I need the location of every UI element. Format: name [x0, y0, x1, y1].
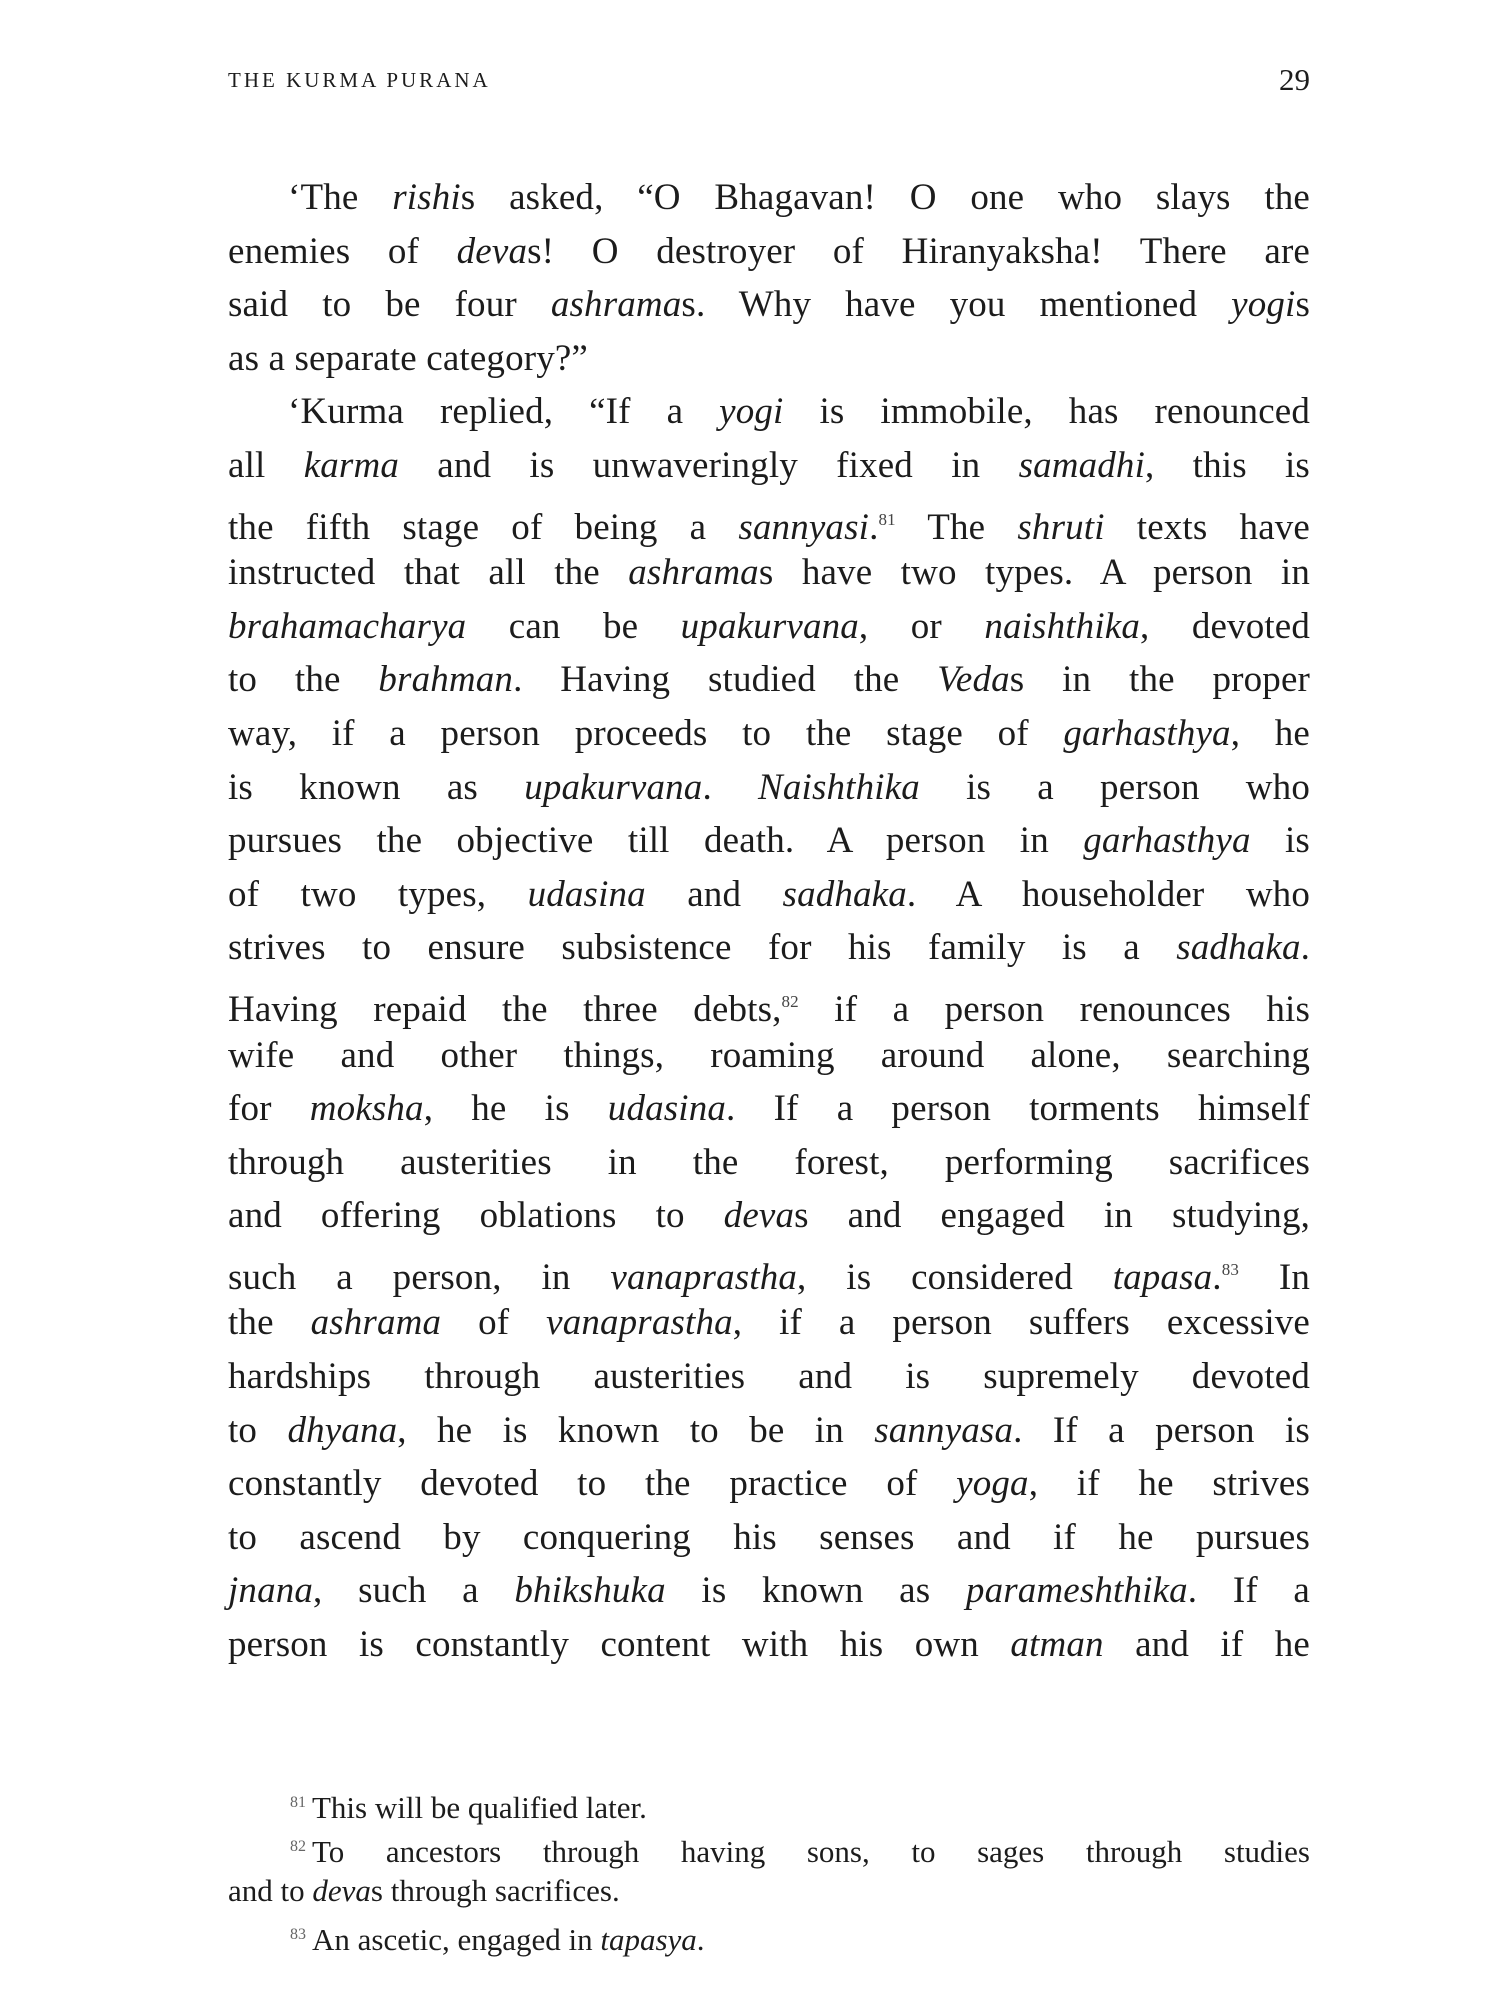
footnote-mark: 81 — [290, 1794, 306, 1811]
running-head — [228, 62, 1310, 108]
footnote-ref: 81 — [878, 509, 896, 529]
text-line: way, if a person proceeds to the stage of garhasthya, he — [228, 712, 1310, 754]
footnote-83: $^{83}$ An ascetic, engaged in tapasya. — [290, 1922, 705, 1957]
text-line: pursues the objective till death. A person in garhasthya is — [228, 820, 1310, 862]
text-line: ‘The rishis asked, “O Bhagavan! O one who slays the — [288, 177, 1310, 218]
text-line: hardships through austerities and is supremely devoted — [228, 1356, 1310, 1398]
footnote-mark: 82 — [290, 1838, 306, 1855]
text-line: Having repaid the three debts,$^{82}$ if a person renounces his — [228, 988, 1310, 1030]
text-line: the ashrama of vanaprastha, if a person suffers excessive — [228, 1302, 1310, 1344]
text-line: person is constantly content with his own atman and if he — [228, 1624, 1310, 1666]
text-line: to ascend by conquering his senses and if he pursues — [228, 1516, 1310, 1558]
text-line: the fifth stage of being a sannyasi.$^{81}$ The shruti texts have — [228, 506, 1310, 548]
footnotes — [228, 1781, 1310, 1957]
text-line: such a person, in vanaprastha, is considered tapasa.$^{83}$ In — [228, 1256, 1310, 1298]
text-line: instructed that all the ashramas have two types. A person in — [228, 552, 1310, 594]
footnote-ref: 82 — [781, 991, 799, 1011]
footnote-81: $^{81}$ This will be qualified later. — [290, 1790, 647, 1825]
text-line: through austerities in the forest, performing sacrifices — [228, 1141, 1310, 1183]
text-line: wife and other things, roaming around alone, searching — [228, 1034, 1310, 1076]
footnote-82: $^{82}$ To ancestors through having sons, to sages through studies — [290, 1834, 1310, 1869]
text-line: constantly devoted to the practice of yoga, if he strives — [228, 1463, 1310, 1505]
footnote-ref: 83 — [1221, 1259, 1240, 1279]
footnote-mark: 83 — [290, 1926, 306, 1943]
text-line: and offering oblations to devas and engaged in studying, — [228, 1195, 1310, 1237]
running-title: THE KURMA PURANA — [228, 68, 491, 92]
text-line: to dhyana, he is known to be in sannyasa. If a person is — [228, 1409, 1310, 1451]
text-line: strives to ensure subsistence for his family is a sadhaka. — [228, 927, 1310, 969]
text-line: jnana, such a bhikshuka is known as parameshthika. If a — [228, 1570, 1311, 1612]
text-line: is known as upakurvana. Naishthika is a person who — [228, 766, 1310, 808]
text-line: for moksha, he is udasina. If a person torments himself — [228, 1088, 1310, 1130]
text-line: as a separate category?” — [228, 337, 588, 379]
text-line: said to be four ashramas. Why have you mentioned yogis — [228, 284, 1310, 326]
text-line: of two types, udasina and sadhaka. A householder who — [228, 873, 1310, 915]
text-line: brahamacharya can be upakurvana, or naishthika, devoted — [228, 605, 1310, 647]
text-line: to the brahman. Having studied the Vedas in the proper — [228, 659, 1310, 701]
text-line: all karma and is unwaveringly fixed in samadhi, this is — [228, 444, 1310, 486]
text-line: enemies of devas! O destroyer of Hiranyaksha! There are — [228, 230, 1310, 272]
text-line: ‘Kurma replied, “If a yogi is immobile, has renounced — [288, 391, 1310, 433]
body-text — [228, 171, 1310, 1672]
footnote-82-continued: and to devas through sacrifices. — [228, 1873, 620, 1908]
page-number: 29 — [1279, 62, 1310, 97]
